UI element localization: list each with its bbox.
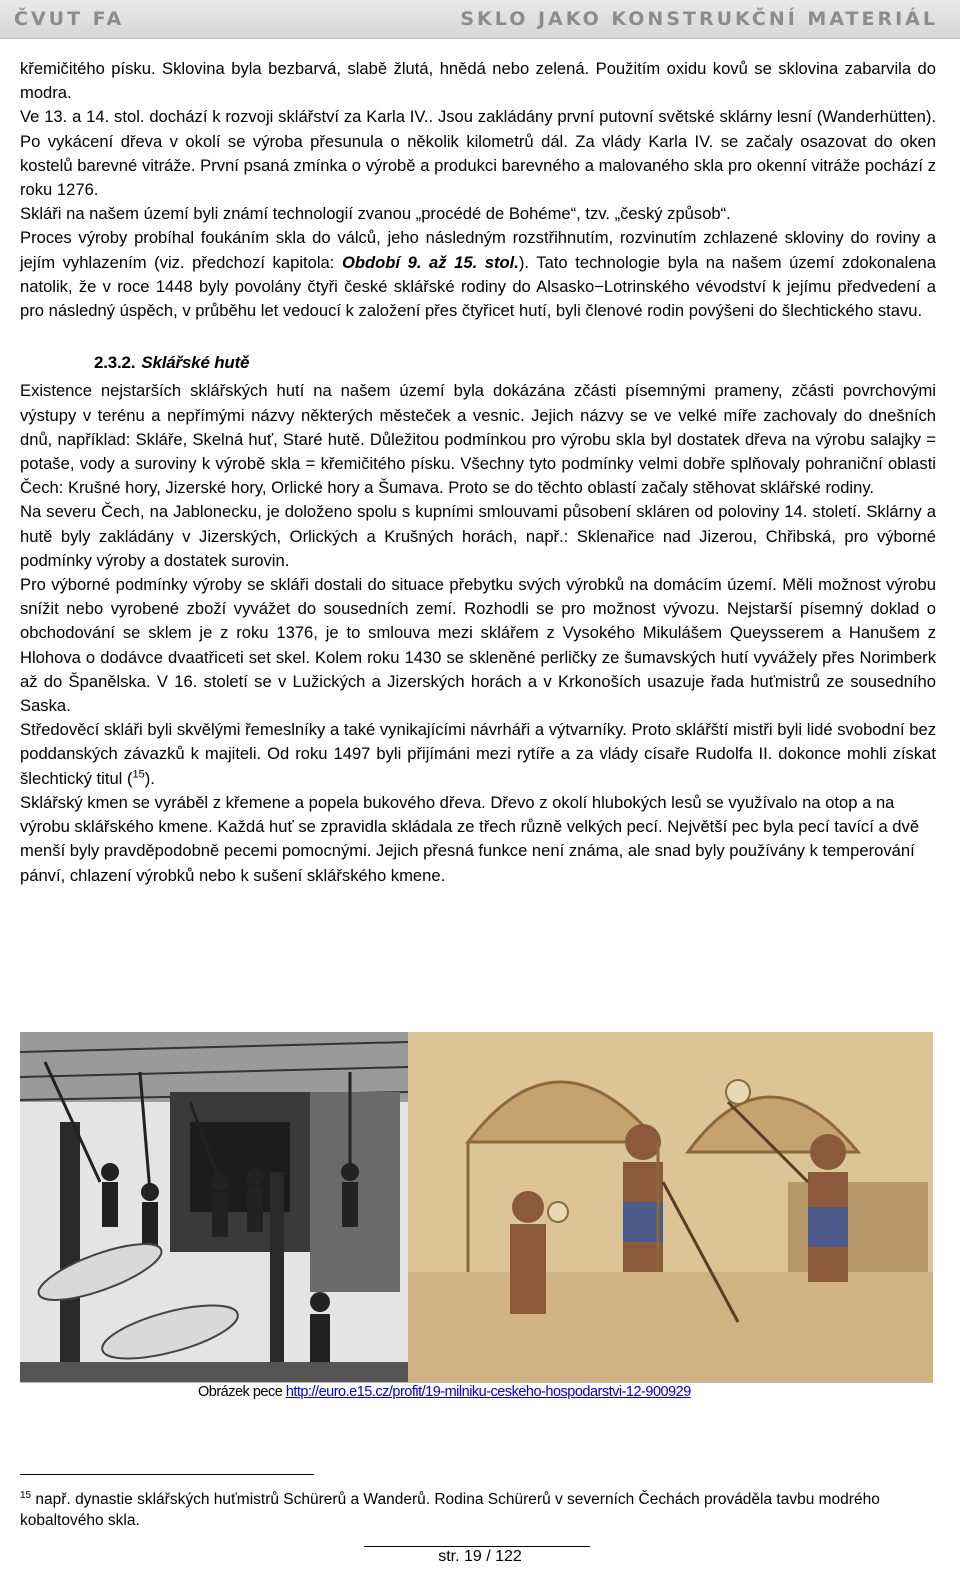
page-number: str. 19 / 122	[0, 1548, 960, 1566]
paragraph: Existence nejstarších sklářských hutí na našem území byla dokázána zčásti písemnými prameny, zčásti povrchovými výstupy v terénu a nepřímými názvy některých městeček a vesnic. Jejich názvy se ve velké míře zachovaly do dnešních dnů, například: Skláře, Skelná huť, Staré hutě. Důležitou podmínkou pro výrobu skla byl dostatek dřeva na výrobu salajky = potaše, vody a suroviny k výrobě skla = křemičitého písku. Všechny tyto podmínky velmi dobře splňovaly pohraniční oblasti Čech: Krušné hory, Jizerské hory, Orlické hory a Šumava. Proto se do těchto oblastí začaly stěhovat sklářské rodiny.	[20, 381, 936, 498]
header-left: ČVUT FA	[14, 8, 125, 30]
caption-link[interactable]: http://euro.e15.cz/profit/19-milniku-ceskeho-hospodarstvi-12-900929	[285, 1384, 691, 1400]
paragraph: křemičitého písku. Sklovina byla bezbarvá, slabě žlutá, hnědá nebo zelená. Použitím oxidu kovů se sklovina zabarvila do modra.	[20, 59, 936, 103]
document-body	[20, 57, 936, 888]
paragraph: Pro výborné podmínky výroby se skláři dostali do situace přebytku svých výrobků na domácím území. Měli možnost výrobu snížit nebo vyrobené zboží vyvážet do sousedních zemí. Rozhodli se pro možnost vývozu. Nejstarší písemný doklad o obchodování se sklem je z roku 1376, je to smlouva mezi sklářem z Vysokého Mikulášem Queysserem a Hanušem z Hlohova o dodávce dvaatřiceti set skel. Kolem roku 1430 se skleněné perličky ze šumavských hutí vyvážely přes Norimberk až do Španělska. V 16. století se v Lužických a Jizerských horách a v Krkonoších usazuje řada huťmistrů ze sousedního Saska.	[20, 575, 936, 716]
footnote-divider	[20, 1474, 314, 1475]
chapter-reference: Období 9. až 15. stol.	[341, 252, 519, 272]
section-heading	[94, 351, 936, 375]
footnote-reference[interactable]: 15	[132, 768, 145, 781]
paragraph: Sklářský kmen se vyráběl z křemene a popela bukového dřeva. Dřevo z okolí hlubokých lesů se využívalo na otop a na výrobu sklářského kmene. Každá huť se zpravidla skládala ze třech různě velkých pecí. Největší pec byla pecí tavící a dvě menší byly pravděpodobně pecemi pomocnými. Jejich přesná funkce není známa, ale snad byly používány k temperování pánví, chlazení výrobků nebo k sušení sklářského kmene.	[20, 792, 920, 885]
footnote-mark: 15	[20, 1489, 32, 1501]
medieval-glassblowers-image	[408, 1032, 933, 1382]
paragraph: Na severu Čech, na Jablonecku, je doloženo spolu s kupními smlouvami působení skláren od poloviny 14. století. Sklárny a hutě byly zakládány v Jizerských, Orlických a Krušných horách, např.: Sklenařice nad Jizerou, Chřibská, pro výborné podmínky výroby a dostatek surovin.	[20, 502, 936, 570]
page-header	[0, 0, 960, 39]
glassworks-engraving-image	[20, 1032, 408, 1382]
paragraph: Ve 13. a 14. stol. dochází k rozvoji sklářství za Karla IV.. Jsou zakládány první putovní světské sklárny lesní (Wanderhütten). Po vykácení dřeva v okolí se výroba přesunula o několik kilometrů dál. Za vlády Karla IV. se začaly osazovat do oken kostelů barevné vitráže. První psaná zmínka o výrobě a produkci barevného a malovaného skla pro okenní vitráže pochází z roku 1276.	[20, 107, 936, 200]
header-right: SKLO JAKO KONSTRUKČNÍ MATERIÁL	[460, 8, 938, 30]
figure-images	[20, 1032, 933, 1383]
paragraph-proces: Proces výroby probíhal foukáním skla do válců, jeho následným rozstřihnutím, rozvinutím zchlazené skloviny do roviny a jejím vyhlazením (viz. předchozí kapitola: Období 9. až 15. stol.). Tato technologie byla na našem území zdokonalena natolik, že v roce 1448 byly povolány čtyři české sklářské rodiny do Alsasko−Lotrinského vévodství k jejímu předvedení a pro následný úspěch, v průběhu let vedoucí k založení přes čtyřicet hutí, byli členové rodin povýšeni do šlechtického stavu.	[20, 228, 937, 321]
paragraph: Skláři na našem území byli známí technologií zvanou „procédé de Bohéme“, tzv. „český způsob“.	[20, 204, 731, 224]
paragraph: Středověcí skláři byli skvělými řemeslníky a také vynikajícími návrháři a výtvarníky. Proto sklářští mistři byli lidé svobodní bez poddanských závazků k majiteli. Od roku 1497 byli přijímáni mezi rytíře a za vlády císaře Rudolfa II. dokonce mohli získat šlechtický titul ($^{15}$).	[20, 720, 936, 788]
section-title: Sklářské hutě	[141, 353, 250, 373]
figure-caption: Obrázek pece http://euro.e15.cz/profit/19-milniku-ceskeho-hospodarstvi-12-900929	[198, 1384, 691, 1400]
section-number: 2.3.2.	[94, 353, 136, 373]
footnote: $^{15}$ např. dynastie sklářských huťmistrů Schürerů a Wanderů. Rodina Schürerů v severních Čechách prováděla tavbu modrého kobaltového skla.	[20, 1489, 880, 1529]
